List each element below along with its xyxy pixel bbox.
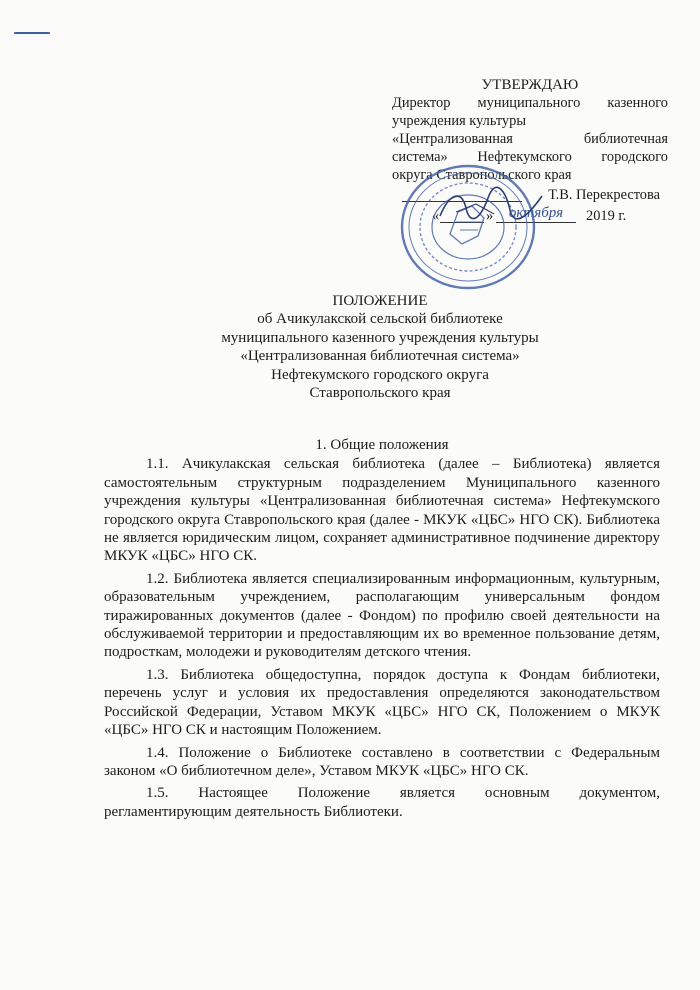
approval-position-line: Директор муниципального казенного xyxy=(392,95,668,111)
title-line: «Централизованная библиотечная система» xyxy=(240,348,520,365)
title-line: муниципального казенного учреждения культуры xyxy=(221,329,539,346)
approval-position-line: округа Ставропольского края xyxy=(392,167,572,183)
official-seal-icon xyxy=(398,162,538,292)
title-line: Нефтекумского городского округа xyxy=(271,366,489,383)
signature-scribble-icon xyxy=(436,186,546,226)
paragraph-1-3: 1.3. Библиотека общедоступна, порядок доступа к Фондам библиотеки, перечень услуг и условия их предоставления определяются законодательством Российской Федерации, Уставом МКУК «ЦБС» НГО СК, Положением о МКУК «ЦБС» НГО СК и настоящим Положением. xyxy=(104,666,660,739)
approval-heading: УТВЕРЖДАЮ xyxy=(481,77,579,93)
paragraph-1-2: 1.2. Библиотека является специализированным информационным, культурным, образовательным учреждением, располагающим универсальным фондом тиражированных документов (далее - Фондом) по профилю своей деятельности на обслуживаемой территории и предоставляющим их во временное пользование детям, подросткам, молодежи и руководителям детского чтения. xyxy=(104,570,660,661)
paragraph-1-5: 1.5. Настоящее Положение является основным документом, регламентирующим деятельность Библиотеки. xyxy=(104,785,660,820)
signer-name: Т.В. Перекрестова xyxy=(548,187,660,203)
document-body xyxy=(104,436,660,825)
approval-position-line: учреждения культуры xyxy=(392,113,526,129)
date-quote-open: « xyxy=(432,208,440,224)
section-heading: 1. Общие положения xyxy=(315,437,449,453)
scan-mark xyxy=(14,32,50,34)
paragraph-1-4: 1.4. Положение о Библиотеке составлено в соответствии с Федеральным законом «О библиотечном деле», Уставом МКУК «ЦБС» НГО СК. xyxy=(104,744,660,779)
title-line: Ставропольского края xyxy=(309,385,451,402)
date-year: 2019 г. xyxy=(586,208,627,224)
approval-position-line: система» Нефтекумского городского xyxy=(392,149,668,165)
title-line: ПОЛОЖЕНИЕ xyxy=(332,293,428,309)
title-line: об Ачикулакской сельской библиотеке xyxy=(257,311,503,328)
date-quote-close: » xyxy=(486,208,494,224)
date-month: октября xyxy=(496,204,576,223)
approval-position-line: «Централизованная библиотечная xyxy=(392,131,668,147)
paragraph-1-1: 1.1. Ачикулакская сельская библиотека (далее – Библиотека) является самостоятельным структурным подразделением Муниципального казенного учреждения культуры «Централизованная библиотечная система» Нефтекумского городского округа Ставропольского края (далее - МКУК «ЦБС» НГО СК). Библиотека не является юридическим лицом, сохраняет административное подчинение директору МКУК «ЦБС» НГО СК. xyxy=(104,456,660,565)
document-title xyxy=(100,292,660,402)
